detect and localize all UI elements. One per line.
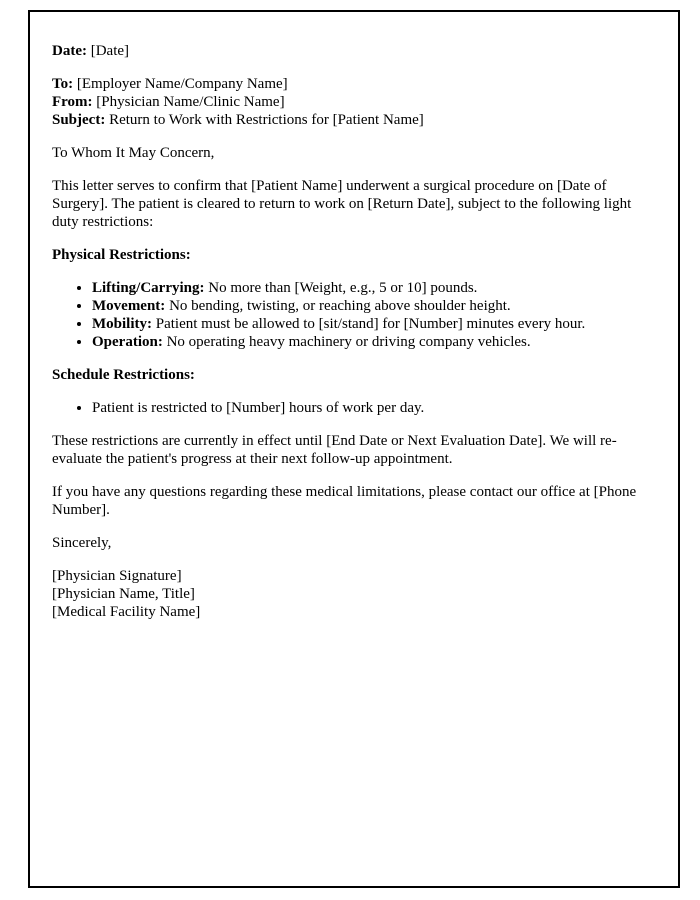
from-label: From: (52, 94, 93, 110)
date-label: Date: (52, 43, 87, 59)
restriction-item (92, 399, 656, 417)
address-block (52, 75, 656, 129)
closing: Sincerely, (52, 535, 112, 551)
intro-paragraph: This letter serves to confirm that [Patient Name] underwent a surgical procedure on [Date of Surgery]. The patient is cleared to return to work on [Return Date], subject to the following light duty restrictions: (52, 178, 632, 230)
schedule-restrictions-heading: Schedule Restrictions: (52, 367, 195, 383)
physical-restrictions-heading: Physical Restrictions: (52, 247, 191, 263)
signature-line: [Physician Name, Title] (52, 586, 195, 602)
date-value: [Date] (86, 43, 130, 59)
restriction-item (92, 315, 656, 333)
restriction-item-text: No more than [Weight, e.g., 5 or 10] pounds. (204, 280, 478, 296)
restriction-item-text: Patient is restricted to [Number] hours of work per day. (92, 400, 425, 416)
restriction-item-text: Patient must be allowed to [sit/stand] for [Number] minutes every hour. (152, 316, 586, 332)
subject-value: Return to Work with Restrictions for [Patient Name] (105, 112, 424, 128)
restriction-item-label: Movement: (92, 298, 166, 314)
physical-restrictions-list (52, 279, 656, 351)
signature-line: [Physician Signature] (52, 568, 182, 584)
effect-paragraph: These restrictions are currently in effect until [End Date or Next Evaluation Date]. We will re-evaluate the patient's progress at their next follow-up appointment. (52, 433, 617, 467)
restriction-item (92, 333, 656, 351)
signature-block (52, 567, 656, 621)
from-value: [Physician Name/Clinic Name] (92, 94, 285, 110)
subject-label: Subject: (52, 112, 106, 128)
signature-line: [Medical Facility Name] (52, 604, 201, 620)
letter-body (28, 10, 680, 888)
restriction-item-label: Lifting/Carrying: (92, 280, 205, 296)
restriction-item-label: Mobility: (92, 316, 152, 332)
contact-paragraph: If you have any questions regarding these medical limitations, please contact our office at [Phone Number]. (52, 484, 637, 518)
restriction-item-label: Operation: (92, 334, 163, 350)
restriction-item (92, 279, 656, 297)
restriction-item-text: No bending, twisting, or reaching above shoulder height. (165, 298, 511, 314)
to-line (52, 75, 656, 93)
date-line (52, 42, 656, 60)
subject-line (52, 111, 656, 129)
schedule-restrictions-list (52, 399, 656, 417)
to-label: To: (52, 76, 74, 92)
restriction-item (92, 297, 656, 315)
from-line (52, 93, 656, 111)
salutation: To Whom It May Concern, (52, 145, 215, 161)
restriction-item-text: No operating heavy machinery or driving company vehicles. (162, 334, 531, 350)
to-value: [Employer Name/Company Name] (73, 76, 288, 92)
